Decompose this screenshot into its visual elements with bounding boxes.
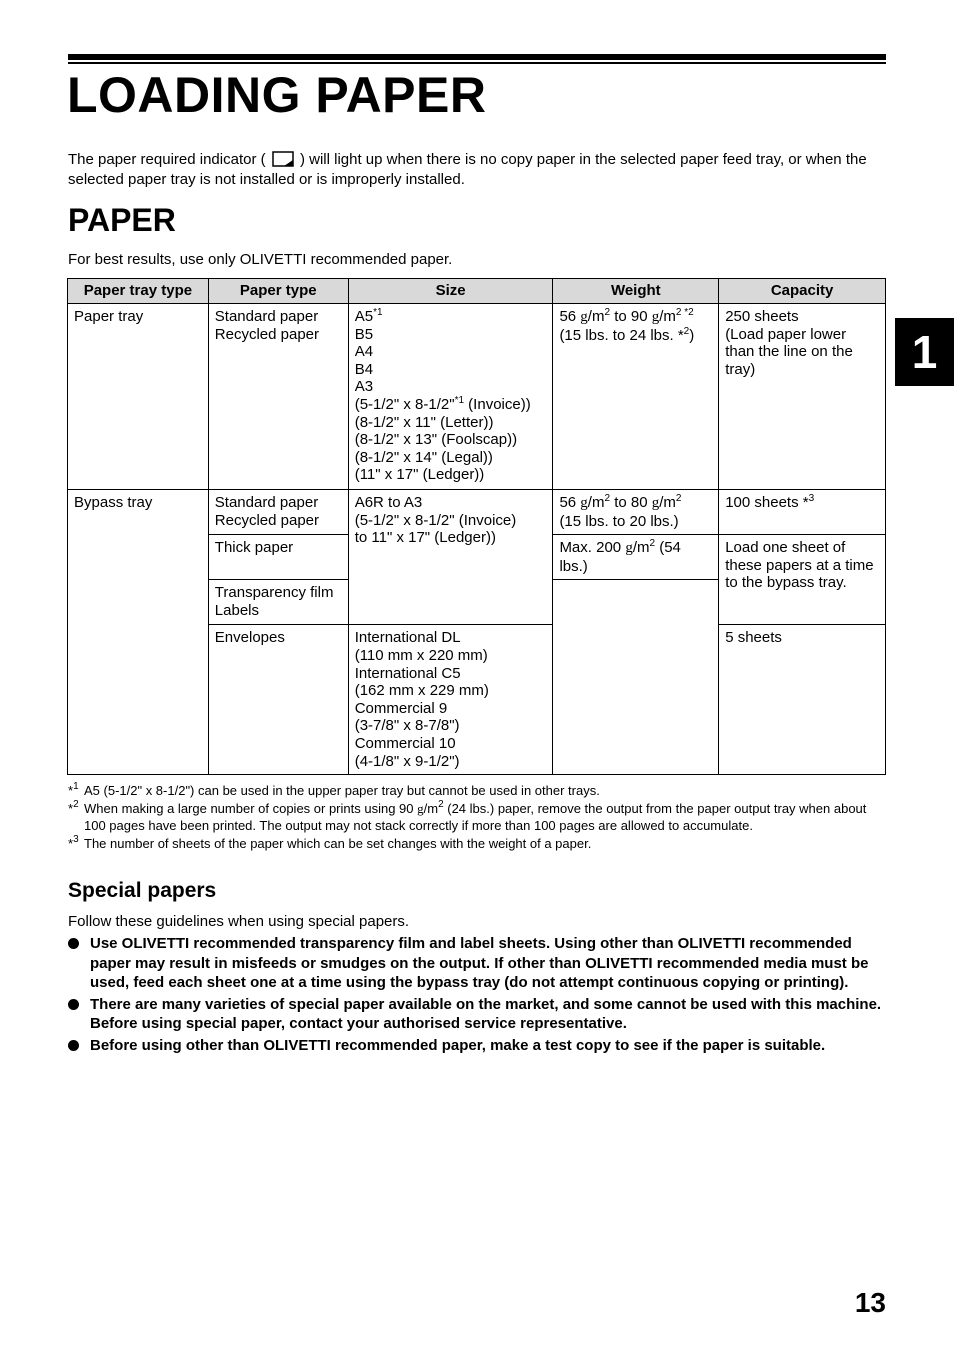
bullet-icon [68,938,79,949]
header-cell: Paper tray type [68,279,209,304]
header-cell: Capacity [719,279,886,304]
paper-type-cell: Thick paper [208,535,348,580]
bullet-icon [68,999,79,1010]
paper-table [67,278,886,775]
special-papers-intro: Follow these guidelines when using special papers. [68,913,410,930]
capacity-cell: Load one sheet of these papers at a time to the bypass tray. [719,535,886,625]
paper-type-cell: Standard paper Recycled paper [208,304,348,490]
paper-type-cell: Envelopes [208,625,348,775]
list-item: Use OLIVETTI recommended transparency film and label sheets. Using other than OLIVETTI recommended paper may result in misfeeds or smudges on the output. If other than OLIVETTI recommended media must be used, feed each sheet one at a time using the bypass tray (do not attempt continuous copying or printing). [68,934,888,993]
best-results-text: For best results, use only OLIVETTI recommended paper. [68,251,453,268]
table-row [68,304,886,490]
capacity-cell: 100 sheets *$^3$ [719,490,886,535]
chapter-tab: 1 [895,318,954,386]
bullet-icon [68,1040,79,1051]
top-rule-thin [68,62,886,64]
special-papers-heading: Special papers [68,879,217,902]
capacity-cell: 250 sheets (Load paper lower than the line on the tray) [719,304,886,490]
header-cell: Size [348,279,553,304]
capacity-cell: 5 sheets [719,625,886,775]
weight-cell: Max. 200 $g/m^2$ (54 lbs.) [553,535,719,580]
size-cell: A6R to A3 (5-1/2" x 8-1/2" (Invoice) to 11" x 17" (Ledger)) [348,490,553,625]
list-item: Before using other than OLIVETTI recommended paper, make a test copy to see if the paper is suitable. [68,1036,888,1056]
table-row [68,490,886,535]
footnotes [68,782,888,852]
weight-cell: 56 $g/m^2$ to 80 $g/m^2$ (15 lbs. to 20 lbs.) [553,490,719,535]
page-number: 13 [854,1287,886,1318]
weight-cell: 56 $g/m^2$ to 90 $g/m^2$ $^{*2}$ (15 lbs. to 24 lbs. *$^2$) [553,304,719,490]
header-cell: Paper type [208,279,348,304]
list-item: There are many varieties of special paper available on the market, and some cannot be used with this machine. Before using special paper, contact your authorised service representative. [68,995,888,1034]
section-title: PAPER [68,202,176,238]
paper-required-icon [272,151,294,167]
footnote: *$^1$ A5 (5-1/2" x 8-1/2") can be used in the upper paper tray but cannot be used in other trays. [68,781,600,798]
tray-type-cell: Paper tray [68,304,209,490]
paper-type-cell: Transparency film Labels [208,580,348,625]
paper-type-cell: Standard paper Recycled paper [208,490,348,535]
top-rule [68,54,886,60]
intro-paragraph: The paper required indicator ( ) will light up when there is no copy paper in the selected paper feed tray, or when the selected paper tray is not installed or is improperly installed. [68,151,867,188]
size-cell: A5$^{*1}$ B5 A4 B4 A3 (5-1/2" x 8-1/2"$^{*1}$ (Invoice)) (8-1/2" x 11" (Letter)) (8-1/2" x 13" (Foolscap)) (8-1/2" x 14" (Legal)) (11" x 17" (Ledger)) [348,304,553,490]
weight-cell-empty [553,580,719,775]
special-papers-list [68,934,888,1057]
tray-type-cell: Bypass tray [68,490,209,775]
footnote: *$^2$ When making a large number of copies or prints using 90 $g/m^2$ (24 lbs.) paper, remove the output from the paper output tray when about 100 pages have been printed. The output may not stack correctly if more than 100 pages are allowed to accumulate. [68,798,867,833]
footnote: *$^3$ The number of sheets of the paper which can be set changes with the weight of a paper. [68,833,592,851]
page-title: LOADING PAPER [67,67,487,123]
header-cell: Weight [553,279,719,304]
table-header-row [68,279,886,304]
size-cell: International DL (110 mm x 220 mm) International C5 (162 mm x 229 mm) Commercial 9 (3-7/8" x 8-7/8") Commercial 10 (4-1/8" x 9-1/2") [348,625,553,775]
